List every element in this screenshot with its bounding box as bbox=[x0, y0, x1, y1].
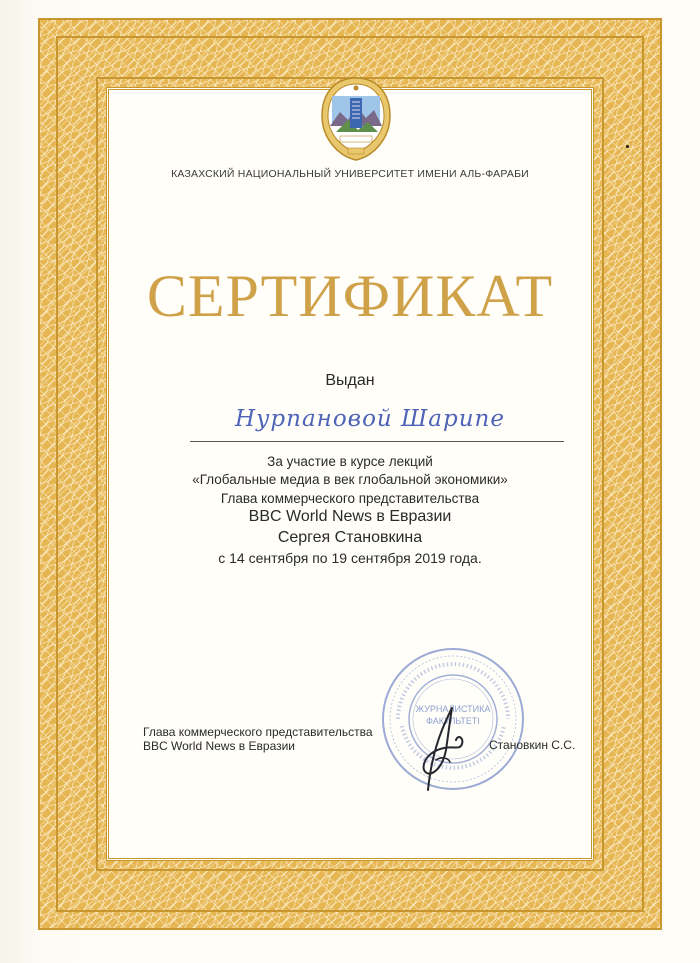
recipient-underline bbox=[190, 441, 564, 442]
issued-label: Выдан bbox=[325, 372, 375, 389]
signatory-title-line-1: Глава коммерческого представительства bbox=[143, 725, 373, 739]
course-line-5: Сергея Становкина bbox=[277, 529, 423, 546]
stamp-text-line-2: ФАКУЛЬТЕТІ bbox=[426, 716, 480, 726]
stamp-text-line-1: ЖУРНАЛИСТИКА bbox=[415, 704, 491, 714]
course-line-1: За участие в курсе лекций bbox=[267, 454, 433, 469]
certificate-title: СЕРТИФИКАТ bbox=[146, 263, 554, 329]
course-line-3: Глава коммерческого представительства bbox=[220, 491, 480, 506]
course-line-4: BBC World News в Евразии bbox=[248, 508, 452, 525]
course-dates: с 14 сентября по 19 сентября 2019 года. bbox=[218, 550, 482, 566]
ink-dot bbox=[626, 145, 629, 148]
course-line-2: «Глобальные медиа в век глобальной экономики» bbox=[192, 472, 508, 487]
signature-icon bbox=[400, 700, 480, 795]
university-emblem-icon bbox=[318, 76, 394, 162]
university-name: КАЗАХСКИЙ НАЦИОНАЛЬНЫЙ УНИВЕРСИТЕТ ИМЕНИ АЛЬ-ФАРАБИ bbox=[171, 168, 529, 180]
recipient-name: Нурпановой Шарипе bbox=[235, 406, 505, 432]
signatory-name: Становкин С.С. bbox=[489, 738, 576, 752]
signatory-title-line-2: BBC World News в Евразии bbox=[143, 739, 296, 753]
signatory-title bbox=[143, 725, 373, 753]
